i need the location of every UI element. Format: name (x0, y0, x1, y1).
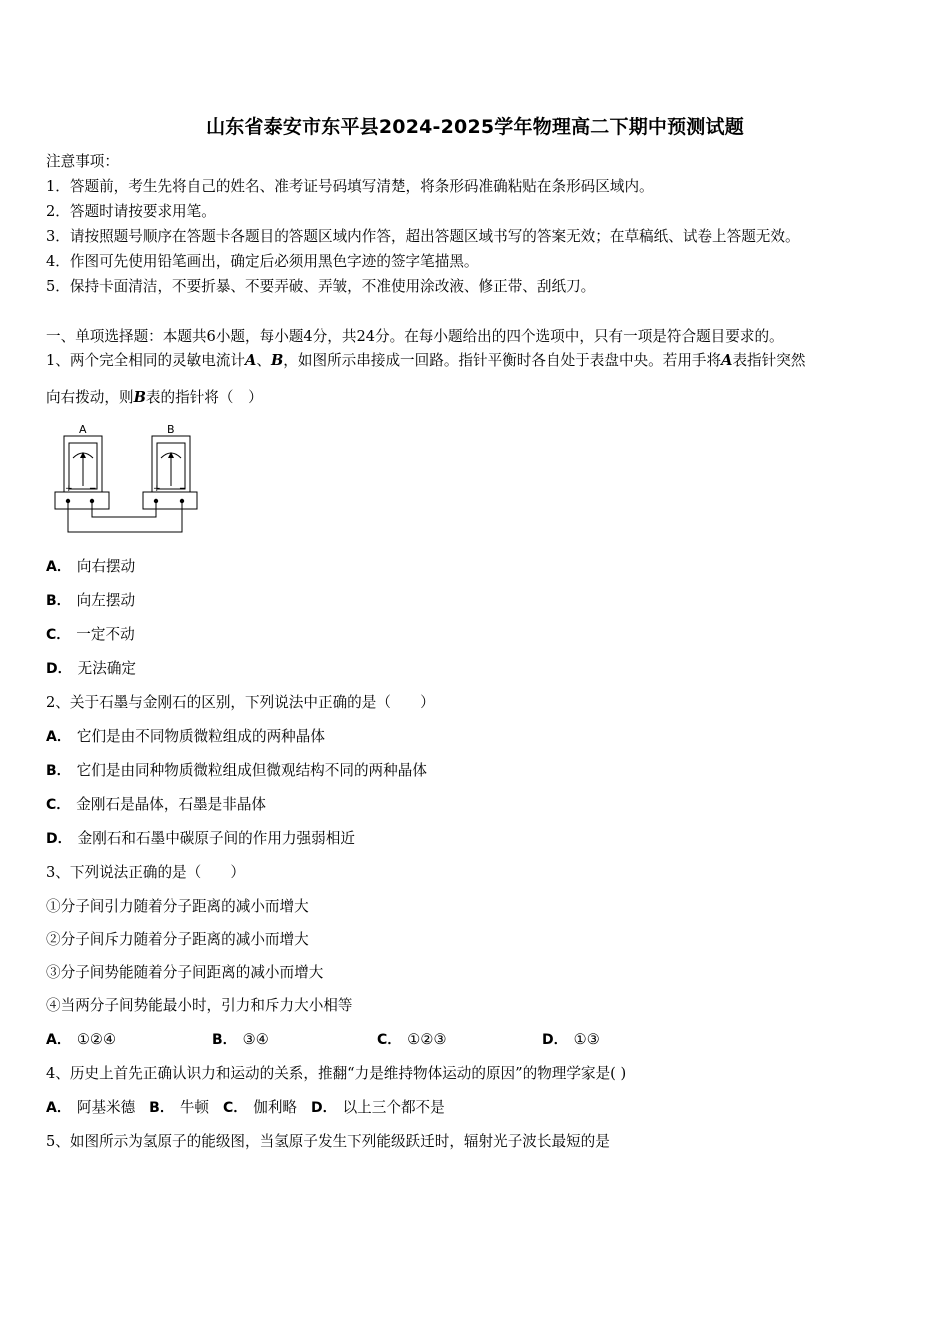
option-letter: C． (46, 797, 71, 813)
meter-b-label: B (167, 423, 175, 436)
option-letter: A． (46, 729, 71, 745)
option-text: ③④ (242, 1031, 269, 1048)
q3-option-c (377, 1030, 447, 1050)
q5-stem: 5、如图所示为氢原子的能级图，当氢原子发生下列能级跃迁时，辐射光子波长最短的是 (46, 1133, 610, 1150)
option-letter: C． (222, 1100, 248, 1116)
q3-statement-1: ①分子间引力随着分子距离的减小而增大 (46, 898, 309, 915)
q1-var-b: B (270, 352, 284, 369)
section-heading: 一、单项选择题：本题共6小题，每小题4分，共24分。在每小题给出的四个选项中，只有一项是符合题目要求的。 (46, 328, 784, 345)
meter-b-plus-terminal (154, 499, 158, 503)
q1-option-a (46, 557, 135, 577)
option-letter: D． (46, 661, 72, 677)
q1-option-d (46, 659, 136, 679)
notice-item-3: 3．请按照题号顺序在答题卡各题目的答题区域内作答，超出答题区域书写的答案无效；在草稿纸、试卷上答题无效。 (46, 228, 800, 245)
meter-b-minus-sign: − (179, 484, 187, 494)
q2-option-a (46, 727, 325, 747)
page-title: 山东省泰安市东平县2024-2025学年物理高二下期中预测试题 (206, 116, 744, 138)
meter-a-minus-terminal (90, 499, 94, 503)
option-letter: A． (46, 1032, 71, 1048)
option-text: 它们是由同种物质微粒组成但微观结构不同的两种晶体 (76, 762, 427, 779)
q3-option-d (542, 1030, 600, 1050)
option-text: ①③ (573, 1031, 600, 1048)
option-letter: B． (46, 593, 71, 609)
meter-a-base (55, 492, 109, 509)
option-letter: A． (46, 1100, 71, 1116)
notice-item-4: 4．作图可先使用铅笔画出，确定后必须用黑色字迹的签字笔描黑。 (46, 253, 479, 270)
q1-stem-part: 1、两个完全相同的灵敏电流计 (46, 352, 246, 369)
option-letter: C． (377, 1032, 402, 1048)
q1-option-b (46, 591, 135, 611)
q3-statement-2: ②分子间斥力随着分子距离的减小而增大 (46, 931, 309, 948)
option-text: 阿基米德 (76, 1099, 136, 1116)
option-text: 向右摆动 (76, 558, 136, 575)
q4-options-row (46, 1098, 445, 1118)
meter-a-plus-terminal (66, 499, 70, 503)
q1-stem-part: 向右拨动，则 (46, 389, 134, 406)
option-letter: A． (46, 559, 71, 575)
option-text: 金刚石是晶体，石墨是非晶体 (76, 796, 267, 813)
q1-sep: 、 (256, 352, 271, 369)
galvanometer-figure (52, 422, 204, 540)
meter-a-plus-sign: + (65, 484, 73, 494)
option-letter: D． (542, 1032, 568, 1048)
meter-a-label: A (79, 423, 87, 436)
q1-stem-line2 (46, 388, 263, 408)
q1-var-a: A (245, 352, 257, 369)
option-letter: D． (46, 831, 72, 847)
q1-stem-part: 表的指针将（ ） (145, 389, 263, 406)
meter-b-minus-terminal (180, 499, 184, 503)
q1-stem-line1 (46, 351, 805, 371)
q3-statement-3: ③分子间势能随着分子间距离的减小而增大 (46, 964, 324, 981)
q1-stem-part: ，如图所示串接成一回路。指针平衡时各自处于表盘中央。若用手将 (283, 352, 722, 369)
option-text: 以上三个都不是 (342, 1099, 445, 1116)
option-text: 牛顿 (179, 1099, 210, 1116)
option-letter: B． (212, 1032, 237, 1048)
meter-b-base (143, 492, 197, 509)
notice-item-5: 5．保持卡面清洁，不要折暴、不要弄破、弄皱，不准使用涂改液、修正带、刮纸刀。 (46, 278, 596, 295)
option-text: 伽利略 (253, 1099, 298, 1116)
q1-var-b2: B (133, 389, 146, 406)
notice-item-1: 1．答题前，考生先将自己的姓名、准考证号码填写清楚，将条形码准确粘贴在条形码区域内。 (46, 178, 654, 195)
option-letter: B． (149, 1100, 174, 1116)
option-text: ①②③ (407, 1031, 447, 1048)
option-text: 它们是由不同物质微粒组成的两种晶体 (76, 728, 325, 745)
q2-option-d (46, 829, 355, 849)
option-letter: B． (46, 763, 71, 779)
q4-stem: 4、历史上首先正确认识力和运动的关系，推翻“力是维持物体运动的原因”的物理学家是( ) (46, 1065, 627, 1082)
q2-option-b (46, 761, 427, 781)
notice-item-2: 2．答题时请按要求用笔。 (46, 203, 216, 220)
q3-options-row (46, 1030, 906, 1050)
q2-stem: 2、关于石墨与金刚石的区别，下列说法中正确的是（ ） (46, 694, 435, 711)
option-text: ①②④ (76, 1031, 117, 1048)
q1-stem-part: 表指针突然 (732, 352, 806, 369)
q2-option-c (46, 795, 266, 815)
notice-heading: 注意事项： (46, 153, 119, 170)
q3-statement-4: ④当两分子间势能最小时，引力和斥力大小相等 (46, 997, 353, 1014)
q1-option-c (46, 625, 135, 645)
q3-option-a (46, 1030, 116, 1050)
option-text: 向左摆动 (76, 592, 136, 609)
option-letter: C． (46, 627, 71, 643)
option-text: 一定不动 (76, 626, 135, 643)
q1-var-a2: A (721, 352, 733, 369)
option-letter: D． (310, 1100, 337, 1116)
q3-stem: 3、下列说法正确的是（ ） (46, 864, 246, 881)
meter-a-minus-sign: − (89, 484, 97, 494)
meter-b-plus-sign: + (153, 484, 161, 494)
option-text: 金刚石和石墨中碳原子间的作用力强弱相近 (77, 830, 355, 847)
q3-option-b (212, 1030, 269, 1050)
option-text: 无法确定 (77, 660, 137, 677)
